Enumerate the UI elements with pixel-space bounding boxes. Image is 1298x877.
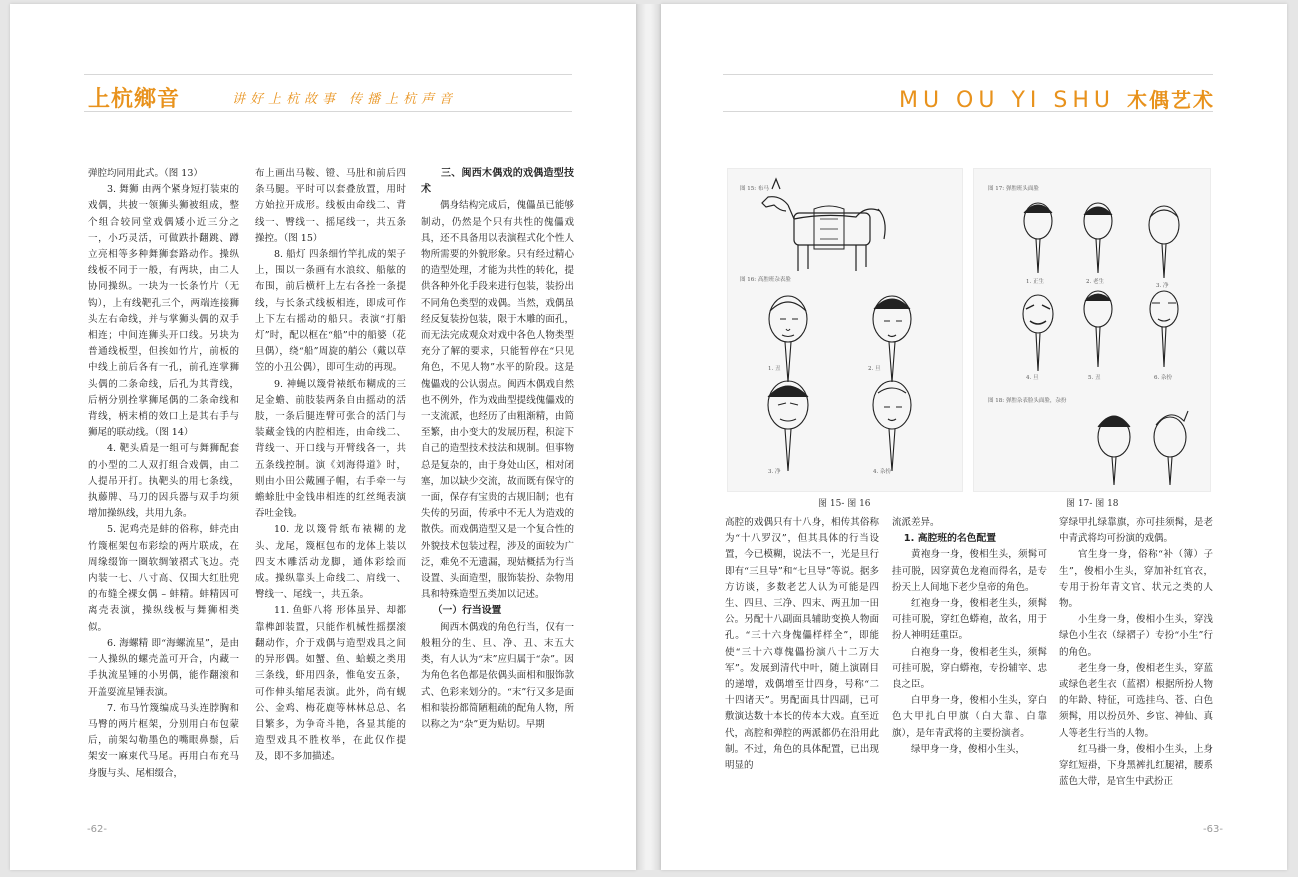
paragraph: 高腔的戏偶只有十八身，相传其俗称为“十八罗汉”，但其具体的行当设置，今已模糊，说法不一，光是旦行即有“三旦导”和“七旦导”等说。据多方访谈，多数老艺人认为可能是四生、四旦、三净、四末、两丑加一田公。另配十八副面具辅助变换人物面孔。“三十六身傀儡样样全”，即能使“三十六尊傀儡扮演八十二万大军”。发展到清代中叶，随上演剧目的递增，戏偶增至廿四身，号称“二十四诸天”。男配面具廿四副，已可敷演达数十本长的传本大戏。直至近代，高腔和弹腔的两派都仍在沿用此制。不过，角色的具体配置，已出现明显的 [725,517,879,772]
paragraph: 白甲身一身，俊相小生头，穿白色大甲扎白甲旗（白大靠、白靠旗），是年青武将的主要扮演者。 [892,695,1047,739]
paragraph: 5. 泥鸡壳是蚌的俗称，蚌壳由竹篾框架包布彩绘的两片联成，在周缘缀饰一圈软绸皱褶式飞边。壳内装一七、八寸高、仅围大红肚兜的布缝全裸女偶 – 蚌精。蚌精因可离壳表演，操纵线板与舞狮相类似。 [88,524,239,633]
paragraph: 7. 布马竹篾编成马头连脖胸和马臀的两片框架，分别用白布包蒙后，前架勾勒墨色的嘴眼鼻鬃，后架安一麻束代马尾。再用白布充马身腹与头、尾相缀合， [88,702,239,779]
paragraph: 白袍身一身，俊相老生头，须髯可挂可脱，穿白蟒袍，专扮辅宰、忠良之臣。 [892,646,1047,691]
paragraph: 布上画出马鞍、镫、马肚和前后四条马腿。平时可以套叠放置，用时方始拉开成形。线板由命线二、背线一、臀线一、摇尾线一，共五条操控。（图 15） [255,168,406,244]
paragraph: 红袍身一身，俊相老生头，须髯可挂可脱，穿红色蟒袍，故名，用于扮人神明廷重臣。 [892,598,1047,642]
puppet-drawings-right [974,169,1210,491]
paragraph: 8. 船灯 四条细竹竿扎成的架子上，围以一条画有水浪纹、船舷的布围，前后横杆上左右各拴一条提线，与长条式线板相连，即成可作上下左右摇动的船只。表演“打船灯”时，配以框在“船”中的船婆（花旦偶），绕“船”周旋的艄公（戴以草笠的小丑公偶），即可生动的再现。 [255,249,406,374]
text-column-3 [421,166,574,806]
paragraph: 6. 海螺精 即“海螺流星”，是由一人操纵的螺壳盖可开合，内藏一手执流星锤的小男偶，能作翻滚和开盖耍流星锤表演。 [88,637,239,698]
paragraph: 11. 鱼虾八将 形体虽异、却都靠榫卸装置，只能作机械性摇摆滚翻动作，介于戏偶与造型戏具之间的异形偶。如蟹、鱼、蛤蟆之类用三条线，虾用四条，惟龟安五条，可作伸头缩尾表演。此外，尚有蚬公、金鸡、梅花鹿等林林总总、名目繁多，为争奇斗艳，各显其能的造型戏具不胜枚举，在此仅作提及，即不多加描述。 [255,605,406,763]
paragraph: 9. 神蝇以篾骨裱纸布糊成的三足金蟾、前肢装两条自由摇动的活肢，一条后腿连臂可张合的活门与装藏金钱的内腔相连，由命线二、背线一、开口线与开臂线各一，共五条线控制。演《刘海得道》时，则由小田公戴圃子帽，右手牵一与蟾蜍肚中金钱串相连的红丝绳表演吞吐金钱。 [255,378,406,520]
figure-17-18 [973,168,1211,492]
paragraph: 偶身结构完成后，傀儡虽已能够制动，仍然是个只有共性的傀儡戏具，还不具备用以表演程式化个性人物所需要的外貌形象。只有经过精心的造型处理，才能为共性的转化，提供各种外化手段来进行包装，装扮出不同角色类型的戏偶。当然，戏偶虽经反复装扮包装，限于木雕的面孔，而无法完成观众对戏中各色人物类型充分了解的要求，只能暂停在“只见角色，不见人物”水平的阶段。这是傀儡戏的公认弱点。闽西木偶戏自然也不例外，作为戏曲型提线傀儡戏的一支流派，也经历了由粗渐精，由简至繁，由小变大的发展历程，积淀下自己的造型技术技法和规制。但事物总是复杂的，由于身处山区，相对闭塞，加以缺少交流，故而既有保守的一面，保存有宝贵的古规旧制；也有失传的另面，传承中不无人为造戏的散佚。而戏偶造型又是一个复合性的外貌技术包装过程，涉及的面较为广泛，难免不无遗漏，现姑概括为行当设置、头面造型，服饰装扮、杂物用具和特殊造型五类加以记述。 [421,200,574,601]
face-label: 3. 净 [1156,283,1169,289]
paragraph: 红马褂一身，俊相小生头，上身穿红短褂，下身黑裤扎红腿裙，腰系蓝色大带，是官生中武扮正 [1059,743,1213,788]
figure-caption: 图 15- 图 16 [818,499,871,509]
face-label: 2. 旦 [868,366,881,372]
paragraph: 官生身一身，俗称“补（簿）子生”，俊相小生头，穿加补红官衣，专用于扮年青文官、状元之类的人物。 [1059,549,1213,610]
section-title-latin: MU OU YI SHU [898,88,1115,113]
paragraph: 小生身一身，俊相小生头，穿浅绿色小生衣（绿褶子）专扮“小生”行的角色。 [1059,614,1213,658]
text-column-1 [88,166,239,806]
section-title-chinese: 木偶艺术 [1127,88,1215,112]
face-label: 4. 旦 [1026,375,1039,381]
page-number: -62- [87,824,107,835]
subsection-heading: 1. 高腔班的名色配置 [903,533,997,545]
paragraph: 3. 舞狮 由两个紧身短打装束的戏偶，共披一领狮头狮被组成，整个组合较同堂戏偶矮小近三分之一，小巧灵活，可做跌扑翻跳、蹲立亮相等多种舞狮套路动作。操纵线板不同于一般，有两块，由二人协同操纵。一块为一长条竹片（无钩），上有线靶孔三个，两端连接狮头左右命线，并与掌狮头偶的双手相连；中间连狮头开口线。另块为普通线板型，但挨如竹片，前板的中线上前后各有一孔，前孔连掌狮头偶的二条命线，后孔为其背线，后柄分别拴掌狮尾偶的二条命线和背线，柄末梢的效口上是其右手与狮尾的联动线。（图 14） [88,184,239,439]
figure-label: 图 16: 高腔班杂表脸 [740,277,791,283]
figure-label: 图 17: 弹腔班头面脸 [988,186,1039,192]
paragraph: 穿绿甲扎绿靠旗，亦可挂须髯，是老中青武将均可扮演的戏偶。 [1059,517,1213,545]
paragraph: 老生身一身，俊相老生头，穿蓝或绿色老生衣（蓝褶）根据所扮人物的年龄、特征，可选挂乌、苍、白色须髯，用以扮员外、乡宦、神仙、真人等老生行当的人物。 [1059,662,1213,739]
puppet-heads [768,296,911,471]
face-label: 4. 杂扮 [873,469,891,475]
paragraph: 10. 龙以篾骨纸布裱糊的龙头、龙尾，篾框包布的龙体上装以四支木雕活动龙脚，通体彩绘而成。操纵靠头上命线二、肩线一、臀线一、尾线一，共五条。 [255,524,406,601]
puppet-drawings-left [728,169,962,491]
figure-15-16 [727,168,963,492]
figure-label: 图 15: 布马 [740,186,769,192]
paragraph: 黄袍身一身，俊相生头，须髯可挂可脱，因穿黄色龙袍而得名，是专扮天上人间地下老少皇帝的角色。 [892,549,1047,593]
section-title [899,84,1215,113]
paragraph: 闽西木偶戏的角色行当，仅有一般粗分的生、旦、净、丑、末五大类，有人认为“末”应归属于“杂”。因为角色名色都是依偶头面相和服饰款式、色彩来划分的。“末”行又多是面相和装扮都简陋粗疏的配角人物，所以称之为“杂”更为贴切。早期 [421,621,574,730]
header-top-rule [84,74,572,75]
page-number: -63- [1203,824,1223,835]
subsection-heading: （一）行当设置 [432,605,502,617]
header-slogan: 讲好上杭故事 传播上杭声音 [232,92,458,107]
left-page [10,4,636,870]
brand-logo: 上杭鄉音 [88,87,181,112]
face-label: 3. 净 [768,469,781,475]
right-page [661,4,1287,870]
section-heading: 三、闽西木偶戏的戏偶造型技术 [421,168,574,196]
paragraph: 流派差异。 [892,517,940,528]
paragraph: 弹腔均同用此式。（图 13） [88,168,203,179]
text-column-2 [892,515,1047,805]
face-label: 1. 正生 [1026,279,1044,285]
face-label: 5. 丑 [1088,375,1101,381]
puppet-heads [1023,203,1188,485]
text-column-3 [1059,515,1213,805]
figure-caption: 图 17- 图 18 [1066,499,1119,509]
paragraph: 绿甲身一身，俊相小生头， [911,743,1026,755]
paragraph: 4. 靶头盾是一组可与舞狮配套的小型的二人双打组合戏偶，由二人提吊开打。执靶头的用七条线，执藤牌、马刀的因兵器与双手均须增加操纵线，共用九条。 [88,443,239,520]
face-label: 2. 老生 [1086,279,1104,285]
face-label: 1. 丑 [768,366,781,372]
text-column-1 [725,515,879,805]
horse-drawing [762,179,885,271]
face-label: 6. 杂扮 [1154,375,1172,381]
figure-label: 图 18: 弹腔杂表脸头面脸，杂扮 [988,398,1067,404]
header-top-rule [723,74,1213,75]
text-column-2 [255,166,406,806]
book-gutter [636,4,661,870]
